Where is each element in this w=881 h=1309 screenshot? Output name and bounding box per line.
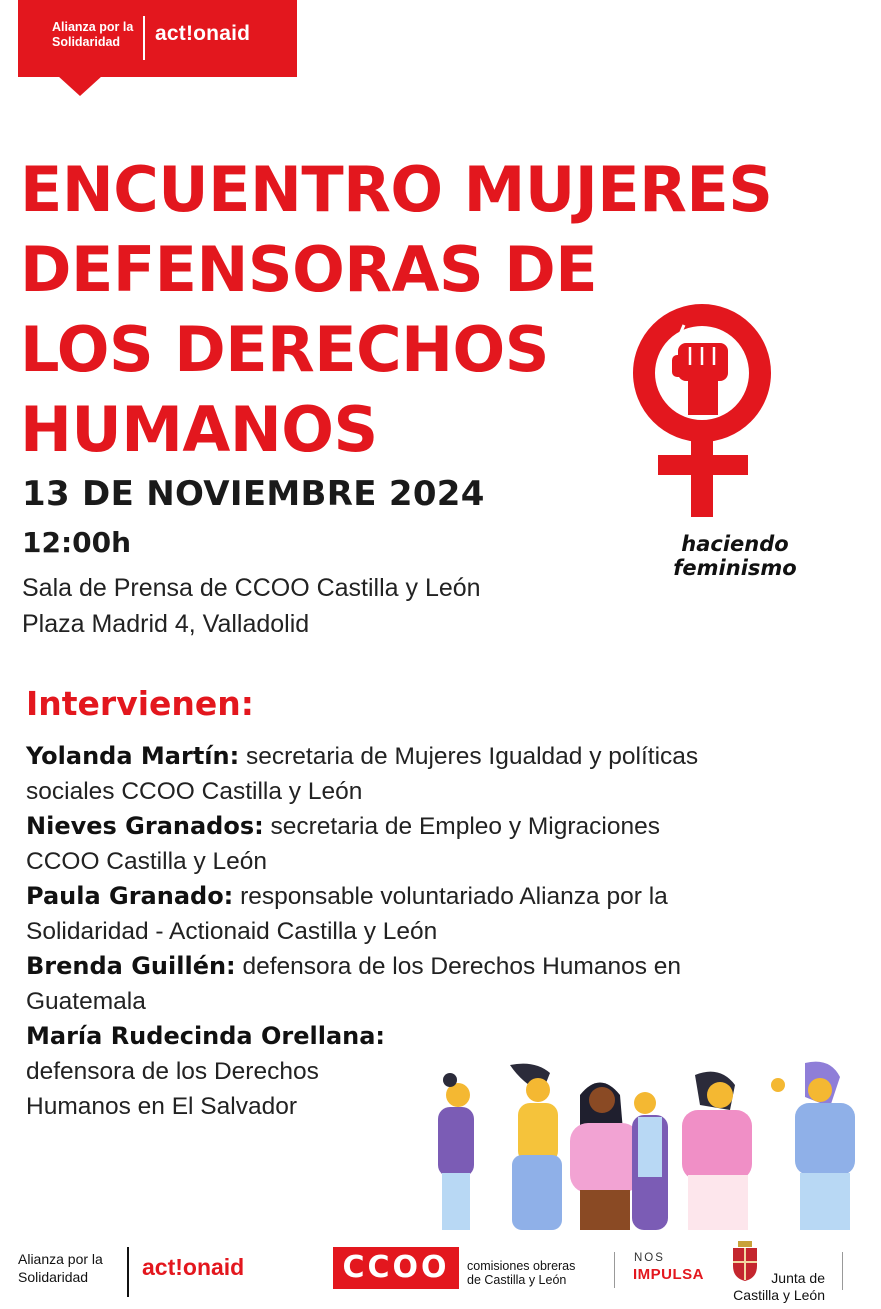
title-line: ENCUENTRO MUJERES (20, 153, 773, 226)
haciendo-feminismo-label (660, 532, 810, 580)
speakers-heading: Intervienen: (26, 684, 254, 723)
banner-org-line1: Alianza por la (52, 20, 134, 34)
speaker-name: Paula Granado: (26, 882, 234, 910)
speaker-role: defensora de los Derechos (26, 1058, 319, 1085)
speaker-item (26, 879, 826, 949)
junta-line2: Castilla y León (733, 1287, 825, 1303)
woman-figure (510, 1064, 562, 1230)
woman-figure (438, 1073, 474, 1230)
title-line: DEFENSORAS DE (20, 233, 598, 306)
speaker-role: secretaria de Empleo y Migraciones (263, 813, 660, 840)
speaker-role: Guatemala (26, 988, 146, 1015)
event-time: 12:00h (22, 526, 132, 559)
speaker-item (26, 809, 826, 879)
footer-divider (127, 1247, 129, 1297)
banner-org-name (52, 20, 144, 50)
venue-line2: Plaza Madrid 4, Valladolid (22, 610, 310, 638)
speaker-role: defensora de los Derechos Humanos en (235, 953, 681, 980)
woman-figure (632, 1092, 668, 1230)
banner-actionaid-logo: act!onaid (155, 22, 251, 45)
title-line: HUMANOS (20, 393, 378, 466)
footer-divider (614, 1252, 615, 1288)
women-group-illustration (420, 1055, 881, 1230)
title-line: LOS DERECHOS (20, 313, 549, 386)
event-venue (22, 570, 481, 642)
footer-ccoo-logo: CCOO (333, 1247, 459, 1289)
speaker-name: Nieves Granados: (26, 812, 264, 840)
speaker-name: Yolanda Martín: (26, 742, 240, 770)
badge-line2: feminismo (673, 556, 797, 580)
footer-alianza-logo (18, 1250, 128, 1286)
footer-alianza-line1: Alianza por la (18, 1251, 103, 1267)
speaker-role: responsable voluntariado Alianza por la (233, 883, 668, 910)
banner-divider (143, 16, 145, 60)
footer-impulsa-label: IMPULSA (633, 1266, 704, 1283)
woman-figure (570, 1083, 640, 1231)
woman-figure (682, 1072, 752, 1230)
footer-nos-label: NOS (634, 1252, 665, 1264)
footer-divider (842, 1252, 843, 1290)
speaker-item (26, 739, 826, 809)
footer-junta-logo (725, 1270, 825, 1304)
banner-org-line2: Solidaridad (52, 35, 121, 49)
speaker-name: María Rudecinda Orellana: (26, 1022, 386, 1050)
badge-line1: haciendo (681, 532, 789, 556)
ccoo-text-line2: de Castilla y León (467, 1273, 567, 1287)
ccoo-text-line1: comisiones obreras (467, 1259, 576, 1273)
event-date: 13 DE NOVIEMBRE 2024 (22, 474, 485, 514)
speaker-role: secretaria de Mujeres Igualdad y políticas (239, 743, 699, 770)
footer-ccoo-text (467, 1259, 607, 1287)
speaker-item (26, 949, 826, 1019)
woman-figure (771, 1062, 855, 1230)
speaker-role: sociales CCOO Castilla y León (26, 778, 363, 805)
footer-alianza-line2: Solidaridad (18, 1269, 89, 1285)
banner-tail (58, 76, 102, 96)
speaker-role: CCOO Castilla y León (26, 848, 268, 875)
junta-line1: Junta de (771, 1270, 825, 1286)
footer-actionaid-logo: act!onaid (142, 1254, 245, 1280)
venue-line1: Sala de Prensa de CCOO Castilla y León (22, 574, 481, 602)
speaker-role: Solidaridad - Actionaid Castilla y León (26, 918, 438, 945)
speaker-name: Brenda Guillén: (26, 952, 236, 980)
speaker-role: Humanos en El Salvador (26, 1093, 298, 1120)
feminist-fist-venus-icon (618, 295, 788, 525)
